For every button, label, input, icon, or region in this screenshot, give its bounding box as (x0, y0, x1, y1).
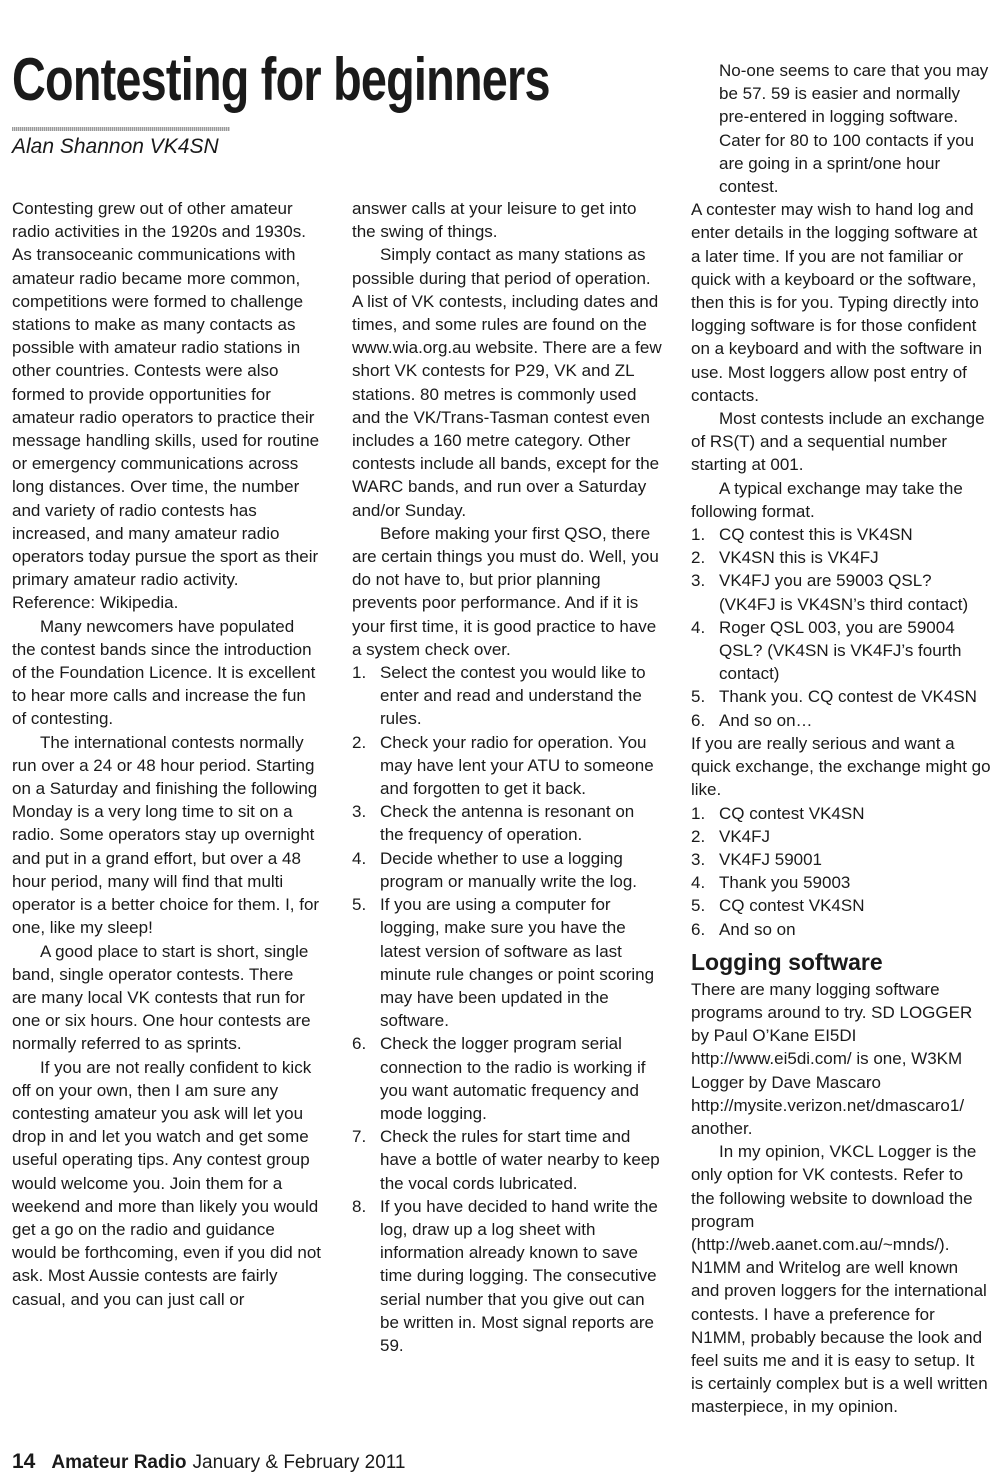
list-number: 3. (691, 571, 706, 591)
paragraph: A contester may wish to hand log and enter details in the logging software at a later time. If you are not familiar or quick with a keyboard or the software, then this is for you. Typing directly into logging software is for those confident on a keyboard and with the software in use. Most loggers allow post entry of contacts. (691, 200, 983, 405)
paragraph: Simply contact as many stations as possible during that period of operation. A list of VK contests, including dates and times, and some rules are found on the www.wia.org.au website. There are a few short VK contests for P29, VK and ZL stations. 80 metres is commonly used and the VK/Trans-Tasman contest even includes a 160 metre category. Other contests include all bands, except for the WARC bands, and run over a Saturday and/or Sunday. (352, 245, 662, 520)
list-text: Thank you 59003 (719, 873, 851, 893)
list-text: CQ contest VK4SN (719, 896, 865, 916)
page-number: 14 (12, 1450, 36, 1473)
list-number: 6. (691, 919, 706, 939)
list-text: Thank you. CQ contest de VK4SN (719, 687, 977, 707)
list-text: If you are using a computer for logging, make sure you have the latest version of software as last minute rule changes or point scoring may have been updated in the software. (380, 895, 655, 1031)
list-item (691, 709, 991, 732)
list-number: 5. (691, 687, 706, 707)
paragraph: Most contests include an exchange of RS(T) and a sequential number starting at 001. (691, 409, 985, 475)
paragraph: Before making your first QSO, there are certain things you must do. Well, you do not have to, but prior planning prevents poor performance. And if it is your first time, it is good practice to have a system check over. (352, 523, 659, 659)
list-item (352, 661, 662, 731)
list-item (352, 893, 662, 1032)
list-item (691, 871, 991, 894)
paragraph: A good place to start is short, single band, single operator contests. There are many local VK contests that run for one or six hours. One hour contests are normally referred to as sprints. (12, 941, 311, 1054)
list-number: 5. (691, 896, 706, 916)
list-text: Roger QSL 003, you are 59004 QSL? (VK4SN is VK4FJ’s fourth contact) (719, 617, 962, 684)
list-number: 1. (691, 525, 706, 545)
paragraph: If you are really serious and want a quick exchange, the exchange might go like. (691, 733, 991, 800)
list-number: 4. (352, 848, 367, 868)
list-number: 7. (352, 1127, 367, 1147)
list-item (691, 848, 991, 871)
list-item (352, 1125, 662, 1195)
paragraph: If you are not really confident to kick off on your own, then I am sure any contesting amateur you ask will let you drop in and let you watch and get some useful operating tips. Any contest group would welcome you. Join them for a weekend and more than likely you would get a go on the radio and guidance would be forthcoming, even if you did not ask. Most Aussie contests are fairly casual, and you can just call or (12, 1057, 322, 1309)
list-item (352, 847, 662, 893)
list-text: CQ contest this is VK4SN (719, 525, 913, 545)
list-number: 5. (352, 895, 367, 915)
column-1 (12, 197, 322, 1311)
list-text: VK4FJ (719, 826, 771, 846)
paragraph: answer calls at your leisure to get into the swing of things. (352, 199, 637, 242)
list-item (352, 731, 662, 801)
section-heading: Logging software (691, 948, 883, 975)
list-text: VK4FJ 59001 (719, 849, 823, 869)
exchange-list (691, 523, 991, 732)
list-number: 6. (691, 710, 706, 730)
paragraph: The international contests normally run over a 24 or 48 hour period. Starting on a Saturday and finishing the following Monday is a very long time to sit on a radio. Some operators stay up overnight and put in a grand effort, but over a 48 hour period, many will find that multi operator is a better choice for them. I, for one, like my sleep! (12, 732, 320, 938)
list-text: Check the antenna is resonant on the frequency of operation. (380, 802, 635, 845)
title-rule (12, 127, 230, 131)
list-text: Check the rules for start time and have a bottle of water nearby to keep the vocal cords lubricated. (380, 1127, 660, 1193)
checklist (352, 661, 662, 1357)
list-item (691, 918, 991, 941)
list-text: Check the logger program serial connection to the radio is working if you want automatic frequency and mode logging. (380, 1034, 646, 1123)
list-text: CQ contest VK4SN (719, 803, 865, 823)
list-item (691, 523, 991, 546)
list-item (352, 800, 662, 846)
list-number: 2. (691, 548, 706, 568)
list-item (691, 546, 991, 569)
paragraph: No-one seems to care that you may be 57. 59 is easier and normally pre-entered in logging software. Cater for 80 to 100 contacts if you are going in a sprint/one hour contest. (719, 61, 989, 197)
list-item (691, 685, 991, 708)
list-item (691, 569, 991, 615)
article-title: Contesting for beginners (12, 46, 550, 113)
paragraph: A typical exchange may take the following format. (691, 478, 963, 521)
list-text: VK4SN this is VK4FJ (719, 548, 879, 568)
list-number: 8. (352, 1196, 367, 1216)
list-item (352, 1032, 662, 1125)
list-item (352, 1195, 662, 1357)
list-text: Select the contest you would like to enter and read and understand the rules. (380, 663, 646, 729)
magazine-name: Amateur Radio (51, 1452, 187, 1473)
list-number: 2. (691, 826, 706, 846)
issue-date: January & February 2011 (192, 1452, 406, 1473)
list-number: 2. (352, 732, 367, 752)
list-text: Decide whether to use a logging program or manually write the log. (380, 848, 638, 891)
list-item (691, 825, 991, 848)
quick-exchange-list (691, 802, 991, 941)
list-item (691, 894, 991, 917)
list-text: And so on… (719, 710, 813, 730)
list-text: Check your radio for operation. You may have lent your ATU to someone and forgotten to get it back. (380, 732, 654, 799)
list-item (691, 616, 991, 686)
paragraph: There are many logging software programs around to try. SD LOGGER by Paul O’Kane EI5DI http://www.ei5di.com/ is one, W3KM Logger by Dave Mascaro http://mysite.verizon.net/dmascaro1/ another. (691, 979, 973, 1138)
list-number: 6. (352, 1034, 367, 1054)
list-number: 3. (691, 849, 706, 869)
list-number: 4. (691, 617, 706, 637)
list-number: 4. (691, 873, 706, 893)
paragraph: Contesting grew out of other amateur radio activities in the 1920s and 1930s. As transoceanic communications with amateur radio became more common, competitions were formed to challenge stations to make as many contacts as possible with amateur radio stations in other countries. Contests were also formed to provide opportunities for amateur radio operators to practice their message handling skills, used for routine or emergency communications across long distances. Over time, the number and variety of radio contests has increased, and many amateur radio operators today pursue the sport as their primary amateur radio activity. Reference: Wikipedia. (12, 199, 320, 613)
list-number: 1. (352, 663, 367, 683)
article-author: Alan Shannon VK4SN (12, 135, 219, 158)
list-number: 3. (352, 802, 367, 822)
column-3 (691, 59, 991, 1419)
list-text: VK4FJ you are 59003 QSL? (VK4FJ is VK4SN’s third contact) (719, 571, 969, 614)
list-text: If you have decided to hand write the log, draw up a log sheet with information already known to save time during logging. The consecutive serial number that you give out can be written in. Most signal reports are 59. (380, 1196, 658, 1355)
column-2 (352, 197, 662, 1357)
paragraph: Many newcomers have populated the contest bands since the introduction of the Foundation Licence. It is excellent to hear more calls and increase the fun of contesting. (12, 616, 316, 729)
page-footer (12, 1450, 406, 1475)
list-item (691, 802, 991, 825)
list-number: 1. (691, 803, 706, 823)
paragraph: In my opinion, VKCL Logger is the only option for VK contests. Refer to the following website to download the program (http://web.aanet.com.au/~mnds/). N1MM and Writelog are well known and proven loggers for the international contests. I have a preference for N1MM, probably because the look and feel suits me and it is easy to setup. It is certainly complex but is a well written masterpiece, in my opinion. (691, 1142, 988, 1417)
list-text: And so on (719, 919, 796, 939)
